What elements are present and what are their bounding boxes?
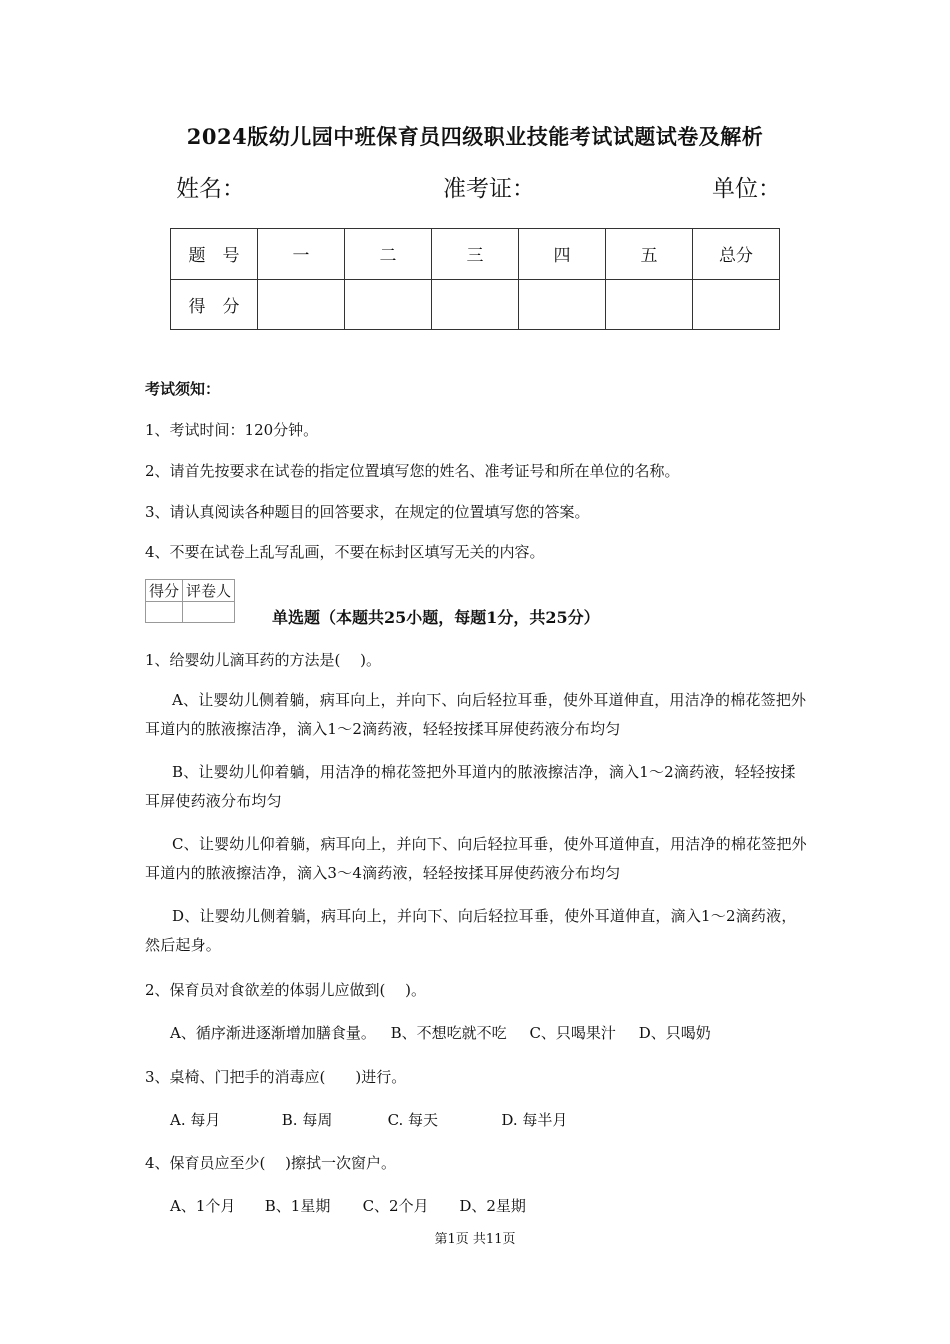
question-option: B、1星期 (264, 1197, 331, 1215)
question-option: A、循序渐进逐渐增加膳食量。 (170, 1024, 376, 1042)
grader-score-cell[interactable] (146, 602, 183, 623)
question-option: D、让婴幼儿侧着躺，病耳向上，并向下、向后轻拉耳垂，使外耳道伸直，滴入1～2滴药液，然后起身。 (145, 907, 797, 954)
notes-heading: 考试须知： (145, 380, 221, 398)
notes-item: 4、不要在试卷上乱写乱画，不要在标封区填写无关的内容。 (145, 543, 545, 561)
question-option: C、2个月 (362, 1197, 429, 1215)
notes-item: 2、请首先按要求在试卷的指定位置填写您的姓名、准考证号和所在单位的名称。 (145, 462, 680, 480)
question-options-row (170, 1195, 526, 1216)
unit-field-label: 单位： (712, 176, 781, 202)
question-stem: 1、给婴幼儿滴耳药的方法是( )。 (145, 651, 382, 669)
question-stem: 3、桌椅、门把手的消毒应( )进行。 (145, 1068, 407, 1086)
grader-box (145, 579, 235, 623)
question-option: A、1个月 (170, 1197, 236, 1215)
grader-name-label: 评卷人 (183, 580, 235, 602)
score-cell[interactable] (606, 279, 693, 330)
score-table-header-cell: 三 (432, 229, 519, 280)
exam-id-field-label: 准考证： (443, 176, 535, 202)
notes-item: 1、考试时间：120分钟。 (145, 421, 319, 439)
name-field-label: 姓名： (176, 176, 245, 202)
question-option: C、让婴幼儿仰着躺，病耳向上，并向下、向后轻拉耳垂，使外耳道伸直，用洁净的棉花签把外耳道内的脓液擦洁净，滴入3～4滴药液，轻轻按揉耳屏使药液分布均匀 (145, 835, 807, 882)
question-option: D、2星期 (459, 1197, 526, 1215)
score-table-header-cell: 二 (345, 229, 432, 280)
score-row-label: 得 分 (171, 279, 258, 330)
question-option: C、只喝果汁 (529, 1024, 616, 1042)
question-stem: 2、保育员对食欲差的体弱儿应做到( )。 (145, 981, 427, 999)
question-option: B. 每周 (281, 1111, 333, 1129)
score-table-header-cell: 题 号 (171, 229, 258, 280)
question-option: A. 每月 (170, 1111, 221, 1129)
score-table-header-cell: 五 (606, 229, 693, 280)
score-table (170, 228, 780, 330)
score-table-header-cell: 四 (519, 229, 606, 280)
score-table-header-cell: 总分 (693, 229, 780, 280)
question-option: D. 每半月 (501, 1111, 568, 1129)
notes-item: 3、请认真阅读各种题目的回答要求，在规定的位置填写您的答案。 (145, 503, 590, 521)
question-option: D、只喝奶 (638, 1024, 711, 1042)
question-options-row (170, 1022, 711, 1043)
score-table-header-cell: 一 (258, 229, 345, 280)
question-option: B、不想吃就不吃 (390, 1024, 507, 1042)
page-footer: 第1页 共11页 (434, 1232, 516, 1247)
score-table-header-row (171, 229, 780, 280)
grader-name-cell[interactable] (183, 602, 235, 623)
score-cell[interactable] (519, 279, 606, 330)
question-stem: 4、保育员应至少( )擦拭一次窗户。 (145, 1154, 397, 1172)
score-cell[interactable] (345, 279, 432, 330)
question-options-row (170, 1109, 567, 1130)
section-title: 单选题（本题共25小题，每题1分，共25分） (272, 608, 600, 627)
score-table-score-row (171, 279, 780, 330)
grader-score-label: 得分 (146, 580, 183, 602)
score-cell[interactable] (258, 279, 345, 330)
question-option: C. 每天 (387, 1111, 439, 1129)
question-option: A、让婴幼儿侧着躺，病耳向上，并向下、向后轻拉耳垂，使外耳道伸直，用洁净的棉花签把外耳道内的脓液擦洁净，滴入1～2滴药液，轻轻按揉耳屏使药液分布均匀 (145, 691, 807, 738)
exam-title: 2024版幼儿园中班保育员四级职业技能考试试题试卷及解析 (186, 124, 764, 149)
score-cell[interactable] (432, 279, 519, 330)
score-cell[interactable] (693, 279, 780, 330)
question-option: B、让婴幼儿仰着躺，用洁净的棉花签把外耳道内的脓液擦洁净，滴入1～2滴药液，轻轻按揉耳屏使药液分布均匀 (145, 763, 796, 810)
